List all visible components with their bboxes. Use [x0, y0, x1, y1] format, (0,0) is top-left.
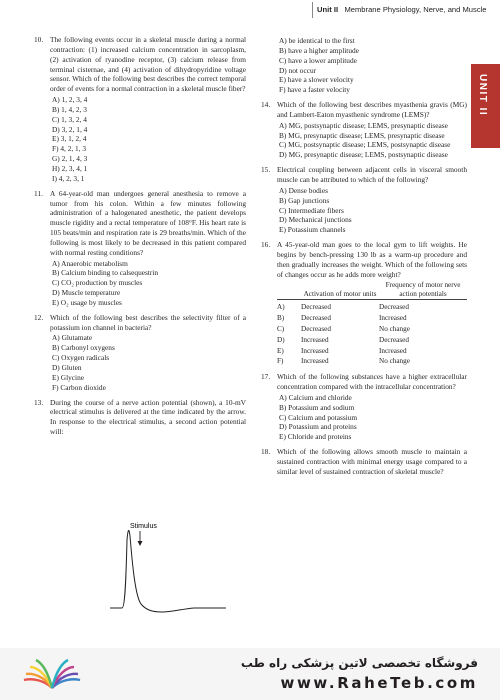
answer-option[interactable]: D) Gluten — [52, 363, 82, 372]
question-item — [261, 165, 467, 235]
question-stem: Electrical coupling between adjacent cells in visceral smooth muscle can be attributed to which of the following? — [277, 165, 467, 184]
answer-option[interactable]: D) MG, presynaptic disease; LEMS, postsynaptic disease — [279, 150, 448, 160]
question-body — [277, 165, 467, 235]
table-cell-motor-units: Decreased — [301, 303, 331, 312]
brand-name-persian: فروشگاه تخصصی لاتین پزشکی راه طب — [240, 656, 478, 670]
answer-option[interactable]: C) Oxygen radicals — [52, 353, 110, 363]
question-body — [277, 447, 467, 477]
answer-option[interactable]: E) Chloride and proteins — [279, 432, 352, 442]
answer-option[interactable]: A) 1, 2, 3, 4 — [52, 95, 88, 105]
chapter-title: Membrane Physiology, Nerve, and Muscle — [344, 5, 487, 14]
answer-table — [277, 281, 467, 367]
question-body — [50, 313, 246, 393]
table-row-letter: E) — [277, 346, 284, 355]
question-number: 13. — [34, 397, 44, 407]
answer-option[interactable]: C) Intermediate fibers — [279, 205, 344, 215]
table-header-motor-units: Activation of motor units — [303, 289, 377, 298]
answer-option[interactable]: D) Mechanical junctions — [279, 215, 352, 225]
question-body — [50, 398, 246, 437]
answer-table-header — [277, 281, 467, 300]
answer-option[interactable]: F) Carbon dioxide — [52, 382, 106, 392]
unit-label: Unit II — [317, 5, 339, 14]
answer-option[interactable]: A) Anaerobic metabolism — [52, 258, 128, 268]
answer-option[interactable]: B) 1, 4, 2, 3 — [52, 104, 87, 114]
table-row[interactable] — [277, 313, 467, 324]
question-stem: The following events occur in a skeletal muscle during a normal contraction: (1) increased calcium concentration in sarcoplasm, (2) activation of ryanodine receptor, (3) calcium release from terminal cisternae, and (4) activation of dihydropyridine voltage sensor. Which of the following best describes the correct temporal order of events for a normal contraction in a skeletal muscle fiber? — [50, 35, 246, 94]
action-potential-curve — [110, 530, 226, 612]
table-row-letter: B) — [277, 314, 285, 323]
table-cell-motor-units: Decreased — [301, 325, 331, 333]
answer-option[interactable]: B) MG, presynaptic disease; LEMS, presynaptic disease — [279, 130, 445, 140]
question-body — [50, 35, 246, 184]
table-cell-motor-units: Decreased — [301, 314, 331, 323]
answer-option[interactable]: E) have a slower velocity — [279, 75, 354, 85]
answer-option[interactable]: C) CO₂ production by muscles — [52, 278, 143, 288]
answer-option[interactable]: A) Dense bodies — [279, 185, 328, 195]
answer-option[interactable]: H) 2, 3, 4, 1 — [52, 163, 88, 173]
question-item — [261, 240, 467, 367]
table-cell-frequency: No change — [379, 325, 410, 333]
question-number: 14. — [261, 100, 271, 110]
answer-option[interactable]: B) have a higher amplitude — [279, 45, 359, 55]
table-row[interactable] — [277, 324, 467, 335]
stimulus-arrowhead — [138, 541, 143, 546]
answer-option[interactable]: E) O₂ usage by muscles — [52, 297, 122, 307]
question-stem: A 64-year-old man undergoes general anesthesia to remove a tumor from his colon. Within a few minutes following administration of a halogenated anesthetic, the patient develops muscle rigidity and a rectal temperature of 108°F. His heart rate is 105 beats/min and respiration rate is 29 breaths/min. Which of the following is most likely to be decreased in this patient compared with normal resting conditions? — [50, 188, 246, 257]
table-cell-frequency: No change — [379, 357, 410, 366]
answer-option[interactable]: E) 3, 1, 2, 4 — [52, 134, 87, 144]
question-stem: Which of the following allows smooth muscle to maintain a sustained contraction with minimal energy usage compared to a similar level of sustained contraction of skeletal muscle? — [277, 447, 467, 476]
table-row-letter: D) — [277, 335, 285, 344]
stimulus-label: Stimulus — [130, 523, 157, 530]
answer-option[interactable]: E) Glycine — [52, 372, 85, 382]
answer-option[interactable]: A) be identical to the first — [279, 36, 355, 45]
action-potential-figure — [108, 520, 228, 620]
answer-option[interactable]: D) Muscle temperature — [52, 288, 121, 298]
answer-option[interactable]: A) MG, postsynaptic disease; LEMS, presynaptic disease — [279, 120, 448, 130]
question-item — [261, 35, 467, 95]
table-header-frequency: Frequency of motor nerve action potentials — [385, 281, 461, 298]
unit-tab-label: UNIT II — [477, 74, 488, 117]
question-body — [277, 240, 467, 367]
table-cell-frequency: Decreased — [379, 335, 409, 344]
question-stem: Which of the following substances have a higher extracellular concentration compared with the intracellular concentration? — [277, 372, 467, 392]
table-row-letter: A) — [277, 303, 285, 312]
left-column — [34, 35, 246, 442]
question-body — [277, 100, 467, 160]
answer-option[interactable]: B) Potassium and sodium — [279, 402, 355, 412]
question-number: 11. — [34, 188, 43, 198]
answer-options — [277, 393, 467, 442]
answer-options — [50, 333, 246, 392]
answer-option[interactable]: A) Calcium and chloride — [279, 392, 352, 402]
table-cell-frequency: Increased — [379, 314, 407, 323]
answer-option[interactable]: C) Calcium and potassium — [279, 412, 358, 422]
page-footer — [0, 648, 500, 700]
table-row[interactable] — [277, 356, 467, 367]
answer-option[interactable]: E) Potassium channels — [279, 225, 346, 235]
answer-option[interactable]: A) Glutamate — [52, 333, 93, 343]
question-number — [261, 35, 277, 95]
table-cell-motor-units: Increased — [301, 346, 329, 355]
table-row[interactable] — [277, 346, 467, 357]
answer-option[interactable]: D) Potassium and proteins — [279, 422, 357, 432]
page-header — [0, 0, 500, 24]
answer-option[interactable]: F) have a faster velocity — [279, 85, 350, 95]
table-header-spacer — [277, 281, 295, 300]
answer-option[interactable]: C) have a lower amplitude — [279, 55, 357, 65]
answer-option[interactable]: B) Carbonyl oxygens — [52, 343, 115, 353]
question-number: 10. — [34, 35, 44, 44]
answer-option[interactable]: B) Calcium binding to calsequestrin — [52, 268, 159, 278]
table-row-letter: F) — [277, 357, 284, 366]
table-row[interactable] — [277, 335, 467, 346]
answer-option[interactable]: B) Gap junctions — [279, 195, 330, 205]
question-number: 15. — [261, 165, 271, 175]
brand-url: www.RaheTeb.com — [280, 674, 478, 692]
question-item — [34, 35, 246, 184]
answer-option[interactable]: F) 4, 2, 1, 3 — [52, 144, 87, 154]
question-item — [34, 398, 246, 437]
answer-option[interactable]: C) 1, 3, 2, 4 — [52, 114, 87, 124]
answer-options — [277, 186, 467, 235]
question-stem: Which of the following best describes myasthenia gravis (MG) and Lambert-Eaton myasthenic syndrome (LEMS)? — [277, 100, 467, 119]
question-body — [277, 372, 467, 442]
question-number: 12. — [34, 312, 44, 322]
question-number: 17. — [261, 372, 271, 382]
table-cell-motor-units: Increased — [301, 335, 329, 344]
answer-options — [277, 36, 467, 95]
answer-options — [50, 259, 246, 308]
question-body — [50, 189, 246, 308]
answer-option[interactable]: D) not occur — [279, 65, 317, 75]
question-item — [261, 447, 467, 477]
header-divider — [312, 2, 313, 18]
table-row[interactable] — [277, 302, 467, 313]
question-stem: During the course of a nerve action potential (shown), a 10-mV electrical stimulus is delivered at the time indicated by the arrow. In response to the electrical stimulus, a second action potential will: — [50, 397, 246, 437]
question-item — [261, 100, 467, 160]
question-number: 18. — [261, 447, 271, 457]
answer-options — [50, 95, 246, 184]
question-item — [34, 189, 246, 308]
right-column — [261, 35, 467, 482]
answer-option[interactable]: D) 3, 2, 1, 4 — [52, 124, 88, 134]
answer-option[interactable]: G) 2, 1, 4, 3 — [52, 154, 88, 164]
answer-options — [277, 121, 467, 160]
unit-side-tab — [471, 64, 500, 148]
table-cell-motor-units: Increased — [301, 357, 329, 366]
question-stem: Which of the following best describes the selectivity filter of a potassium ion channel in bacteria? — [50, 312, 246, 332]
question-item — [261, 372, 467, 442]
answer-option[interactable]: C) MG, postsynaptic disease; LEMS, postsynaptic disease — [279, 140, 451, 150]
action-potential-graph — [108, 520, 228, 620]
question-body — [277, 35, 467, 95]
question-number: 16. — [261, 240, 271, 250]
running-title — [317, 5, 487, 14]
question-item — [34, 313, 246, 393]
table-row-letter: C) — [277, 325, 285, 333]
table-cell-frequency: Decreased — [379, 303, 409, 312]
question-stem: A 45-year-old man goes to the local gym to lift weights. He begins by bench-pressing 130 lb as a warm-up procedure and then gradually increases the weight. Which of the following sets of changes occur as he adds more weight? — [277, 240, 467, 279]
answer-option[interactable]: I) 4, 2, 3, 1 — [52, 173, 85, 183]
book-logo-icon — [22, 654, 82, 696]
table-cell-frequency: Increased — [379, 346, 407, 355]
